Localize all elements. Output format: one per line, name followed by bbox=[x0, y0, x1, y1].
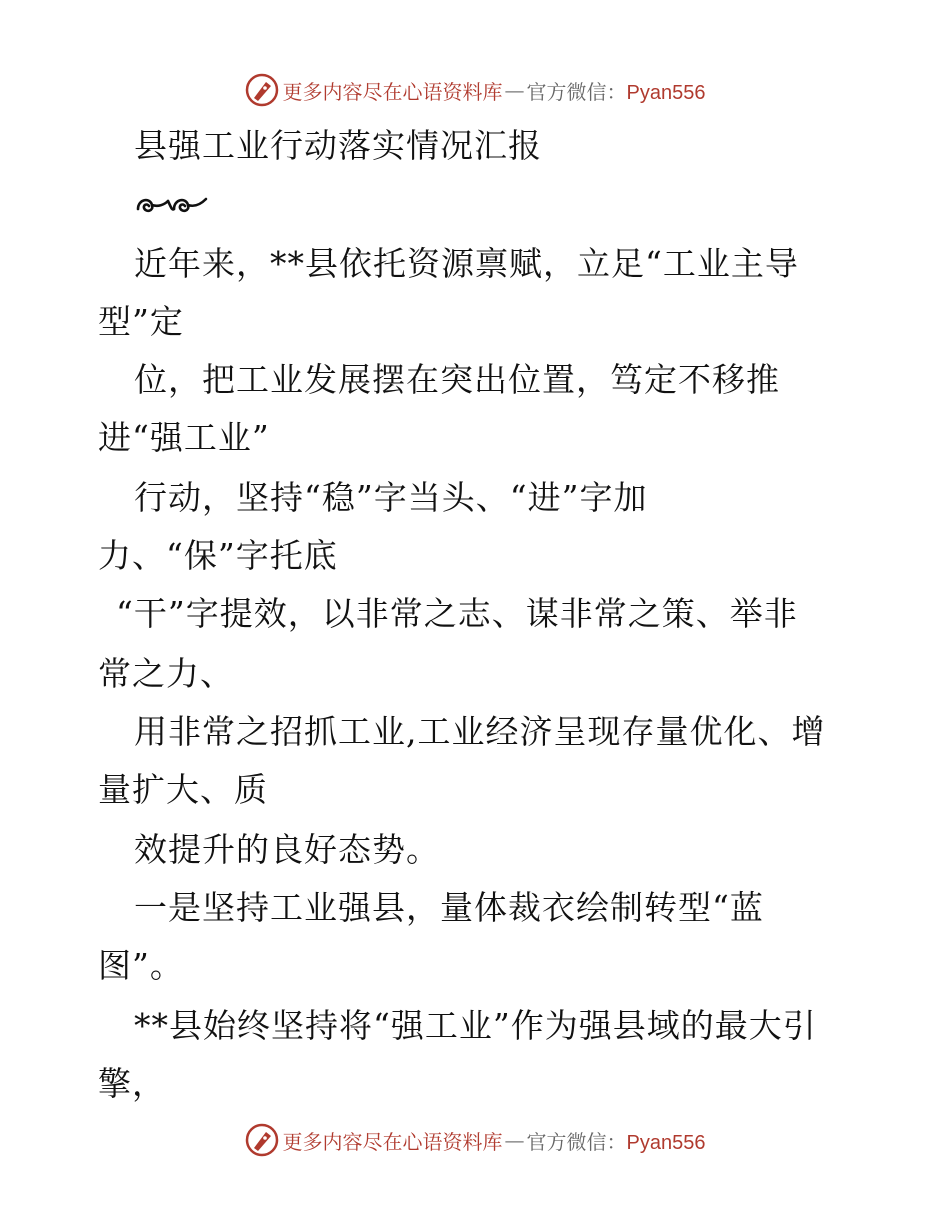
contact-label: 官方微信： bbox=[526, 79, 627, 104]
body-line: **县始终坚持将“强工业”作为强县域的最大引 bbox=[134, 1006, 817, 1045]
document-title: 县强工业行动落实情况汇报 bbox=[134, 126, 542, 165]
flourish-ornament-icon bbox=[134, 193, 212, 217]
banner-contact bbox=[527, 76, 706, 105]
banner-separator: — bbox=[504, 1128, 525, 1152]
banner-contact bbox=[527, 1126, 706, 1155]
banner-separator: — bbox=[504, 78, 525, 102]
body-line: 位，把工业发展摆在突出位置，笃定不移推 bbox=[134, 360, 780, 399]
body-line: 用非常之招抓工业,工业经济呈现存量优化、增 bbox=[134, 712, 826, 751]
body-line: 常之力、 bbox=[98, 654, 234, 693]
contact-id: Pyan556 bbox=[626, 81, 706, 104]
body-line: 量扩大、质 bbox=[98, 770, 268, 809]
body-line: 效提升的良好态势。 bbox=[134, 830, 440, 869]
body-line: 近年来，**县依托资源禀赋，立足“工业主导 bbox=[134, 244, 799, 283]
body-line: 型”定 bbox=[98, 302, 184, 341]
body-line: 行动，坚持“稳”字当头、“进”字加 bbox=[134, 478, 648, 517]
pen-nib-logo-icon bbox=[245, 1123, 279, 1157]
contact-label: 官方微信： bbox=[526, 1129, 627, 1154]
body-line: “干”字提效，以非常之志、谋非常之策、举非 bbox=[116, 594, 798, 633]
pen-nib-logo-icon bbox=[245, 73, 279, 107]
banner-text: 更多内容尽在心语资料库 bbox=[282, 1129, 503, 1154]
body-line: 擎， bbox=[98, 1064, 166, 1103]
body-line: 力、“保”字托底 bbox=[98, 536, 338, 575]
body-line: 一是坚持工业强县，量体裁衣绘制转型“蓝 bbox=[134, 888, 764, 927]
contact-id: Pyan556 bbox=[626, 1131, 706, 1154]
banner-text: 更多内容尽在心语资料库 bbox=[282, 79, 503, 104]
footer-banner bbox=[0, 1120, 950, 1160]
body-line: 图”。 bbox=[98, 946, 184, 985]
header-banner bbox=[0, 70, 950, 110]
body-line: 进“强工业” bbox=[98, 418, 270, 457]
